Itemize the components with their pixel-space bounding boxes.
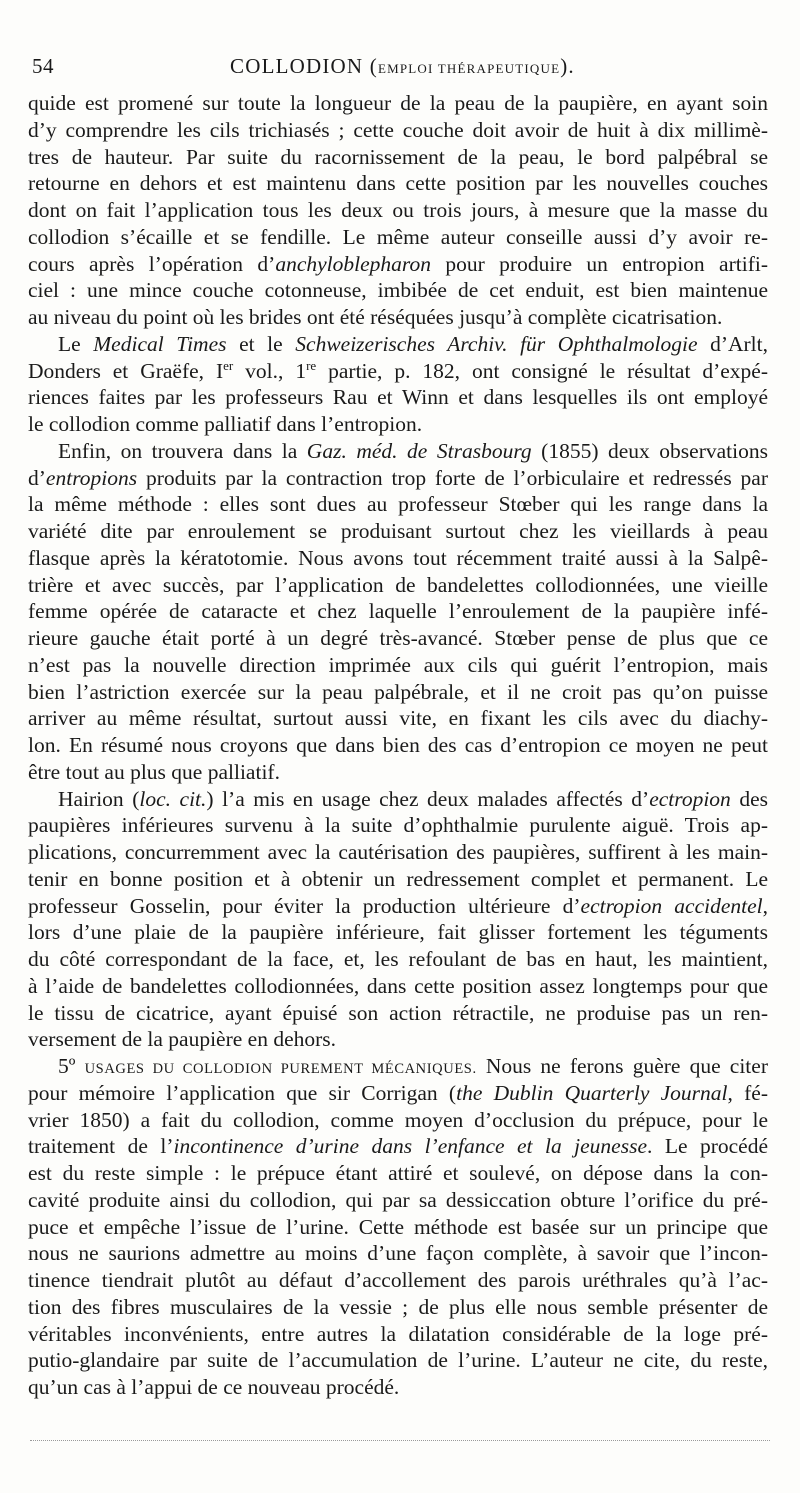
paragraph: [28, 786, 768, 1054]
text-run: qu’un cas à l’appui de ce nouveau procédé.: [28, 1375, 400, 1399]
running-head-subtitle: EMPLOI THÉRAPEUTIQUE: [377, 61, 561, 76]
text-run: est du reste simple : le prépuce étant attiré et soulevé, on dépose dans la con-: [28, 1161, 768, 1185]
italic-run: loc. cit.: [139, 786, 207, 811]
text-line: [28, 598, 768, 625]
text-line: [28, 893, 768, 920]
text-run: pour mémoire l’application que sir Corrigan (: [28, 1080, 457, 1105]
text-line: [28, 170, 768, 197]
text-run: tres de hauteur. Par suite du racornissement de la peau, le bord palpébral se: [28, 144, 768, 169]
italic-run: incontinence d’urine dans l’enfance et la jeunesse: [173, 1134, 647, 1159]
text-run: trière et avec succès, par l’application de bandelettes collodionnées, une vieille: [28, 572, 768, 597]
text-line: [28, 572, 768, 599]
text-line: [28, 491, 768, 518]
text-line: [28, 1187, 768, 1214]
text-line: [28, 732, 768, 759]
text-line: [28, 759, 768, 786]
text-line: [28, 679, 768, 706]
text-run: vol., 1: [233, 358, 307, 383]
text-run: cours après l’opération d’: [28, 251, 276, 276]
text-run: partie, p. 182, ont consigné le résultat d’expé-: [316, 358, 768, 383]
text-run: produits par la contraction trop forte de l’orbiculaire et redressés par: [137, 465, 768, 490]
italic-run: anchyloblepharon: [275, 251, 431, 276]
text-run: paupières inférieures survenu à la suite d’ophthalmie purulente aiguë. Trois ap-: [28, 813, 768, 838]
text-run: Hairion (: [58, 786, 140, 811]
text-line: [28, 411, 768, 438]
text-run: , fé-: [727, 1080, 768, 1105]
text-run: n’est pas la nouvelle direction imprimée aux cils qui guérit l’entropion, mais: [28, 652, 768, 677]
text-run: femme opérée de cataracte et chez laquelle l’enroulement de la paupière infé-: [28, 599, 768, 624]
text-run: être tout au plus que palliatif.: [28, 759, 280, 784]
text-run: arriver au même résultat, surtout aussi vite, en fixant les cils avec du diachy-: [28, 706, 768, 731]
text-run: rieure gauche était porté à un degré très-avancé. Stœber pense de plus que ce: [28, 626, 768, 650]
text-line: [28, 625, 768, 652]
running-head-close: ).: [560, 54, 575, 78]
text-run: (1855) deux observations: [531, 438, 768, 463]
text-line: [28, 197, 768, 224]
text-run: ) l’a mis en usage chez deux malades affectés d’: [206, 786, 650, 811]
text-run: Le: [58, 331, 94, 356]
text-run: 5º: [58, 1054, 85, 1078]
text-line: [28, 438, 768, 465]
text-run: la même méthode : elles sont dues au professeur Stœber qui les range dans la: [28, 492, 768, 517]
text-run: des: [730, 786, 768, 811]
body-text: [28, 90, 768, 1401]
text-line: [28, 946, 768, 973]
text-line: [28, 1267, 768, 1294]
text-line: [28, 1080, 768, 1107]
page-header: [30, 52, 770, 86]
running-head-open: (: [363, 54, 378, 78]
text-line: [28, 1133, 768, 1160]
text-line: [28, 144, 768, 171]
text-run: . Le procédé: [647, 1134, 768, 1159]
running-head: [230, 54, 575, 79]
text-line: [28, 1294, 768, 1321]
text-line: [28, 652, 768, 679]
text-run: à l’aide de bandelettes collodionnées, dans cette position assez longtemps pour que: [28, 973, 768, 998]
text-run: dont on fait l’application tous les deux ou trois jours, à mesure que la masse du: [28, 198, 768, 222]
text-line: [28, 812, 768, 839]
text-run: tinence tiendrait plutôt au défaut d’accollement des parois uréthrales qu’à l’ac-: [28, 1268, 768, 1292]
text-run: putio-glandaire par suite de l’accumulation de l’urine. L’auteur ne cite, du reste,: [28, 1348, 768, 1373]
text-line: [28, 1107, 768, 1134]
text-run: plications, concurremment avec la cautérisation des paupières, suffirent à les main-: [28, 840, 768, 864]
text-run: traitement de l’: [28, 1134, 174, 1159]
text-line: [28, 866, 768, 893]
text-run: le tissu de cicatrice, ayant épuisé son action rétractile, ne produise pas un ren-: [28, 1000, 768, 1025]
paragraph: [28, 438, 768, 786]
text-run: variété dite par enroulement se produisant surtout chez les vieillards à peau: [28, 519, 768, 543]
text-run: Enfin, on trouvera dans la: [58, 438, 307, 463]
text-run: lors d’une plaie de la paupière inférieure, fait glisser fortement les téguments: [28, 920, 768, 945]
text-run: d’y comprendre les cils trichiasés ; cette couche doit avoir de huit à dix millimè-: [28, 117, 768, 142]
text-line: [28, 919, 768, 946]
text-line: [28, 465, 768, 492]
text-run: tion des fibres musculaires de la vessie ; de plus elle nous semble présenter de: [28, 1294, 768, 1319]
text-line: [28, 1026, 768, 1053]
text-run: riences faites par les professeurs Rau et Winn et dans lesquelles ils ont employé: [28, 385, 768, 410]
text-line: [28, 384, 768, 411]
text-line: [28, 1214, 768, 1241]
text-run: le collodion comme palliatif dans l’entropion.: [28, 412, 423, 436]
text-line: [28, 251, 768, 278]
italic-run: the Dublin Quarterly Journal: [456, 1080, 728, 1105]
text-run: bien l’astriction exercée sur la peau palpébrale, et il ne croit pas qu’on puisse: [28, 679, 768, 704]
text-run: d’Arlt,: [697, 331, 769, 356]
text-line: [28, 1053, 768, 1080]
text-run: flasque après la kératotomie. Nous avons tout récemment traité aussi à la Salpê-: [28, 545, 768, 570]
text-run: nous ne saurions admettre au moins d’une façon complète, à savoir que l’incon-: [28, 1241, 768, 1266]
text-run: du côté correspondant de la face, et, les refoulant de bas en haut, les maintient,: [28, 947, 768, 971]
italic-run: Schweizerisches Archiv. für Ophthalmologie: [295, 331, 698, 356]
text-line: [28, 358, 768, 385]
text-run: ciel : une mince couche cotonneuse, imbibée de cet enduit, est bien maintenue: [28, 278, 768, 303]
text-line: [28, 786, 768, 813]
text-run: d’: [28, 465, 46, 490]
text-run: retourne en dehors et est maintenu dans cette position par les nouvelles couches: [28, 171, 768, 196]
text-line: [28, 518, 768, 545]
text-run: ,: [762, 893, 768, 918]
footer-rule: [30, 1440, 770, 1441]
text-run: Donders et Graëfe, I: [28, 358, 224, 383]
italic-run: ectropion accidentel: [580, 893, 763, 918]
text-line: [28, 1240, 768, 1267]
text-line: [28, 90, 768, 117]
text-run: et le: [226, 331, 296, 356]
paragraph: [28, 1053, 768, 1401]
text-line: [28, 973, 768, 1000]
text-run: véritables inconvénients, entre autres la dilatation considérable de la loge pré-: [28, 1321, 768, 1346]
text-run: collodion s’écaille et se fendille. Le même auteur conseille aussi d’y avoir re-: [28, 224, 768, 249]
superscript-run: re: [306, 357, 317, 373]
text-line: [28, 304, 768, 331]
text-run: tenir en bonne position et à obtenir un redressement complet et permanent. Le: [28, 866, 768, 891]
text-line: [28, 1347, 768, 1374]
paragraph: [28, 331, 768, 438]
text-run: vrier 1850) a fait du collodion, comme moyen d’occlusion du prépuce, pour le: [28, 1107, 768, 1132]
text-line: [28, 1160, 768, 1187]
superscript-run: er: [223, 357, 234, 373]
italic-run: ectropion: [649, 786, 731, 811]
text-run: pour produire un entropion artifi-: [430, 251, 768, 276]
italic-run: Gaz. méd. de Strasbourg: [306, 438, 532, 463]
italic-run: entropions: [45, 465, 138, 490]
page-number: 54: [32, 54, 54, 78]
text-line: [28, 545, 768, 572]
paragraph: [28, 90, 768, 331]
text-line: [28, 705, 768, 732]
text-run: quide est promené sur toute la longueur de la peau de la paupière, en ayant soin: [28, 91, 768, 115]
text-run: lon. En résumé nous croyons que dans bien des cas d’entropion ce moyen ne peut: [28, 733, 768, 757]
text-run: Nous ne ferons guère que citer: [476, 1054, 768, 1078]
text-line: [28, 1000, 768, 1027]
text-line: [28, 224, 768, 251]
running-head-title: COLLODION: [230, 54, 364, 78]
text-run: cavité produite ainsi du collodion, qui par sa dessiccation obture l’orifice du pré-: [28, 1187, 768, 1212]
text-run: au niveau du point où les brides ont été réséquées jusqu’à complète cicatrisation.: [28, 305, 723, 329]
text-line: [28, 117, 768, 144]
text-line: [28, 331, 768, 358]
text-line: [28, 277, 768, 304]
text-line: [28, 1321, 768, 1348]
text-line: [28, 839, 768, 866]
text-line: [28, 1374, 768, 1401]
text-run: versement de la paupière en dehors.: [28, 1027, 337, 1052]
small-caps-run: USAGES DU COLLODION PUREMENT MÉCANIQUES.: [84, 1061, 477, 1077]
text-run: professeur Gosselin, pour éviter la production ultérieure d’: [28, 893, 581, 918]
text-run: puce et empêche l’issue de l’urine. Cette méthode est basée sur un principe que: [28, 1214, 768, 1239]
italic-run: Medical Times: [93, 331, 227, 356]
